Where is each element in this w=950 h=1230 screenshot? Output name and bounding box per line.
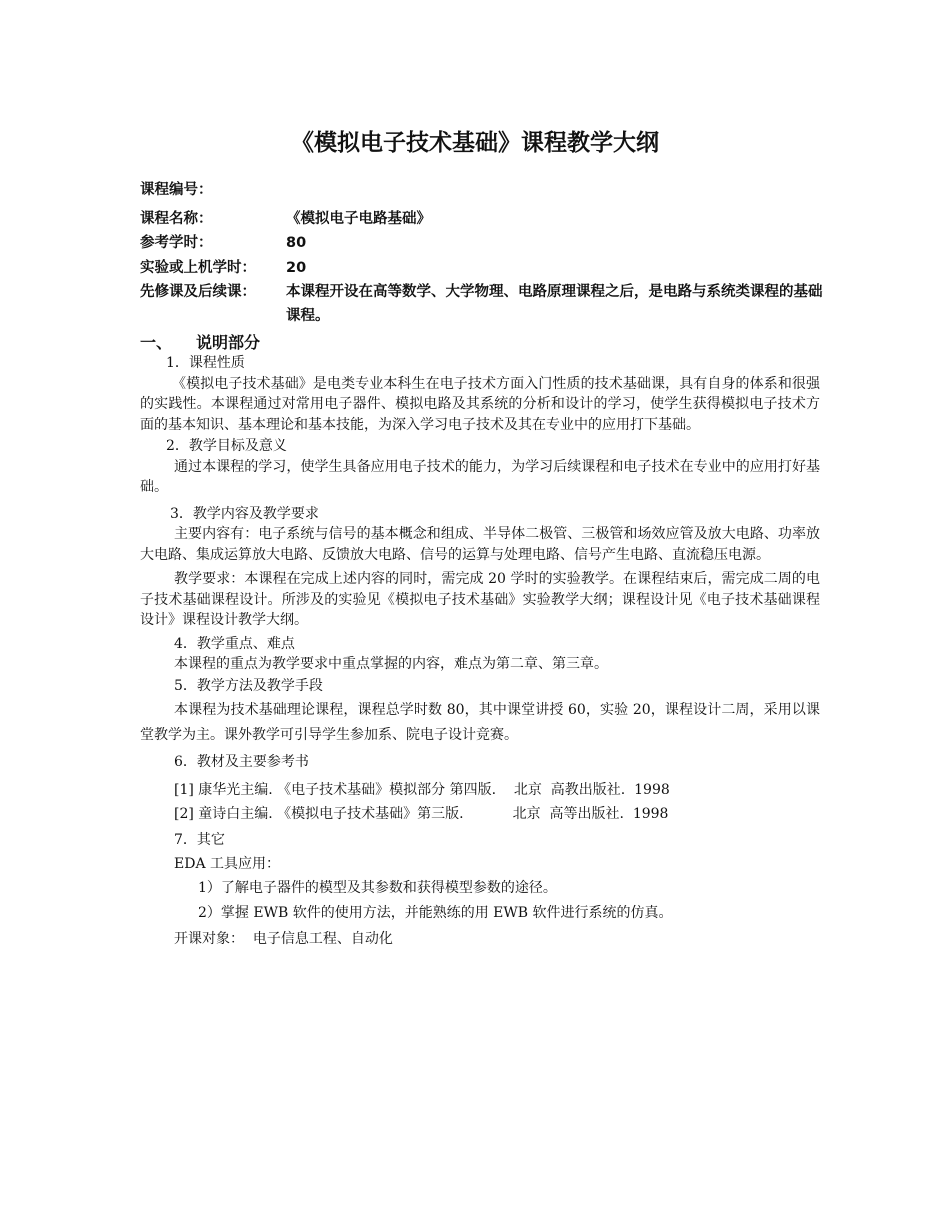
eda-item: 1）了解电子器件的模型及其参数和获得模型参数的途径。 bbox=[198, 879, 557, 896]
target-label: 开课对象： bbox=[174, 930, 244, 947]
reference-item: [2] 童诗白主编. 《模拟电子技术基础》第三版. 北京 高等出版社. 1998 bbox=[174, 805, 669, 822]
meta-key: 课程名称： bbox=[140, 210, 213, 227]
eda-item: 2）掌握 EWB 软件的使用方法，并能熟练的用 EWB 软件进行系统的仿真。 bbox=[198, 904, 673, 921]
reference-item: [1] 康华光主编. 《电子技术基础》模拟部分 第四版. 北京 高教出版社. 1998 bbox=[174, 781, 670, 798]
target-audience bbox=[140, 926, 820, 952]
section-heading bbox=[140, 330, 260, 353]
meta-value: 20 bbox=[286, 259, 307, 276]
paragraph: 通过本课程的学习，使学生具备应用电子技术的能力，为学习后续课程和电子技术在专业中的应用打好基础。 bbox=[140, 458, 820, 495]
meta-row-hours bbox=[140, 231, 830, 256]
meta-key: 参考学时： bbox=[140, 235, 213, 251]
meta-key: 课程编号： bbox=[140, 182, 213, 198]
course-meta bbox=[140, 178, 830, 328]
section-body bbox=[140, 353, 820, 952]
paragraph: 主要内容有：电子系统与信号的基本概念和组成、半导体二极管、三极管和场效应管及放大电路、功率放大电路、集成运算放大电路、反馈放大电路、信号的运算与处理电路、信号产生电路、直流稳压电源。 bbox=[140, 526, 820, 563]
paragraph: 本课程为技术基础理论课程，课程总学时数 80，其中课堂讲授 60，实验 20，课程设计二周，采用以课堂教学为主。课外教学可引导学生参加系、院电子设计竞赛。 bbox=[140, 702, 820, 743]
item-heading: 1．课程性质 bbox=[166, 355, 245, 371]
paragraph: 本课程的重点为教学要求中重点掌握的内容，难点为第二章、第三章。 bbox=[174, 656, 608, 672]
meta-key: 实验或上机学时： bbox=[140, 259, 256, 276]
item-heading: 2．教学目标及意义 bbox=[166, 438, 287, 454]
item-heading: 6．教材及主要参考书 bbox=[174, 754, 309, 770]
target-value: 电子信息工程、自动化 bbox=[252, 930, 393, 947]
item-heading: 4．教学重点、难点 bbox=[174, 635, 295, 652]
meta-row-name bbox=[140, 207, 830, 232]
item-heading: 7．其它 bbox=[174, 831, 225, 848]
meta-row-lab-hours bbox=[140, 256, 830, 281]
eda-label: EDA 工具应用： bbox=[174, 855, 281, 872]
section-number: 一、 bbox=[140, 333, 173, 352]
page-title: 《模拟电子技术基础》课程教学大纲 bbox=[291, 130, 659, 156]
meta-row-prereq bbox=[140, 280, 830, 328]
paragraph: 教学要求：本课程在完成上述内容的同时，需完成 20 学时的实验教学。在课程结束后，需完成二周的电子技术基础课程设计。所涉及的实验见《模拟电子技术基础》实验教学大纲；课程设计见《电子技术基础课程设计》课程设计教学大纲。 bbox=[140, 571, 820, 628]
section-title: 说明部分 bbox=[196, 333, 261, 352]
item-heading: 5．教学方法及教学手段 bbox=[174, 677, 323, 694]
paragraph: 《模拟电子技术基础》是电类专业本科生在电子技术方面入门性质的技术基础课，具有自身的体系和很强的实践性。本课程通过对常用电子器件、模拟电路及其系统的分析和设计的学习，使学生获得模拟电子技术方面的基本知识、基本理论和基本技能，为深入学习电子技术及其在专业中的应用打下基础。 bbox=[140, 375, 820, 433]
meta-row-code bbox=[140, 178, 830, 203]
item-heading: 3．教学内容及教学要求 bbox=[170, 505, 319, 522]
meta-value: 《模拟电子电路基础》 bbox=[286, 210, 431, 227]
meta-key: 先修课及后续课： bbox=[140, 284, 256, 300]
meta-value: 本课程开设在高等数学、大学物理、电路原理课程之后，是电路与系统类课程的基础课程。 bbox=[286, 284, 823, 324]
meta-value: 80 bbox=[286, 235, 307, 251]
